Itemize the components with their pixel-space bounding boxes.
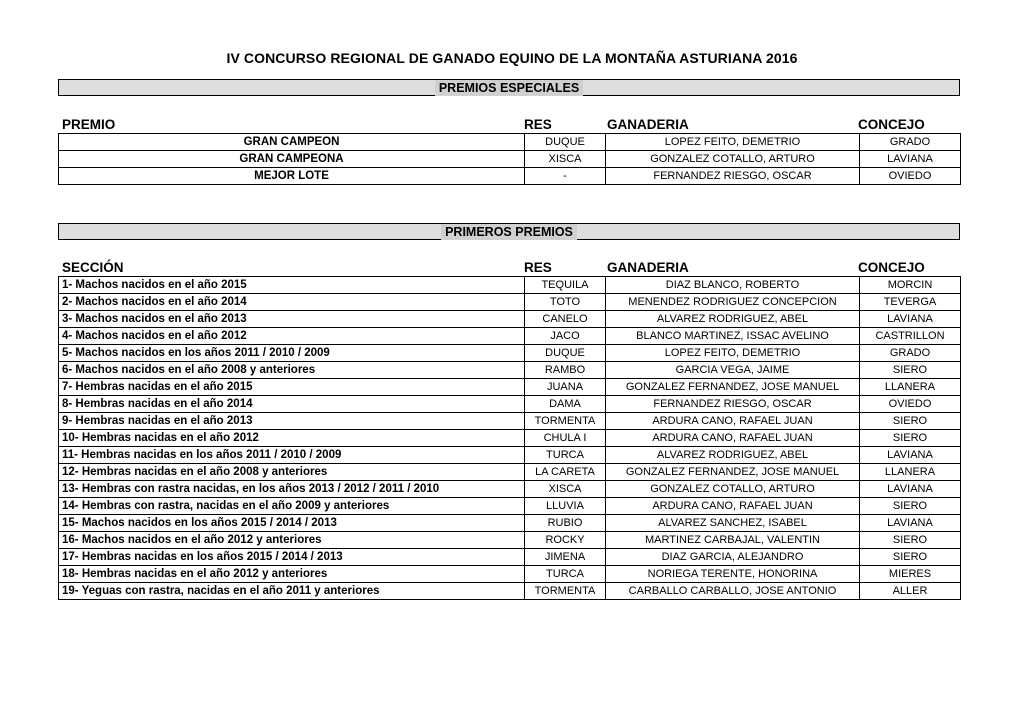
header-res-primeros: RES	[524, 260, 552, 275]
table-row	[59, 413, 961, 430]
ganaderia-cell: ALVAREZ RODRIGUEZ, ABEL	[606, 311, 860, 328]
res-cell: DAMA	[525, 396, 606, 413]
seccion-cell: 17- Hembras nacidas en los años 2015 / 2014 / 2013	[59, 549, 525, 566]
concejo-cell: OVIEDO	[860, 168, 961, 185]
res-cell: TORMENTA	[525, 583, 606, 600]
seccion-cell: 16- Machos nacidos en el año 2012 y anteriores	[59, 532, 525, 549]
table-row	[59, 464, 961, 481]
table-row	[59, 277, 961, 294]
table-row	[59, 430, 961, 447]
ganaderia-cell: ALVAREZ RODRIGUEZ, ABEL	[606, 447, 860, 464]
concejo-cell: LAVIANA	[860, 311, 961, 328]
concejo-cell: LAVIANA	[860, 447, 961, 464]
ganaderia-cell: FERNANDEZ RIESGO, OSCAR	[606, 396, 860, 413]
header-ganaderia: GANADERIA	[607, 117, 689, 132]
premio-cell: GRAN CAMPEON	[59, 134, 525, 151]
seccion-cell: 2- Machos nacidos en el año 2014	[59, 294, 525, 311]
ganaderia-cell: ARDURA CANO, RAFAEL JUAN	[606, 413, 860, 430]
ganaderia-cell: NORIEGA TERENTE, HONORINA	[606, 566, 860, 583]
header-concejo: CONCEJO	[858, 117, 925, 132]
concejo-cell: OVIEDO	[860, 396, 961, 413]
ganaderia-cell: MARTINEZ CARBAJAL, VALENTIN	[606, 532, 860, 549]
ganaderia-cell: GONZALEZ COTALLO, ARTURO	[606, 151, 860, 168]
especiales-table-body	[59, 134, 961, 185]
seccion-cell: 12- Hembras nacidas en el año 2008 y anteriores	[59, 464, 525, 481]
concejo-cell: SIERO	[860, 362, 961, 379]
primeros-banner-label: PRIMEROS PREMIOS	[441, 224, 577, 240]
especiales-banner	[58, 79, 960, 96]
seccion-cell: 8- Hembras nacidas en el año 2014	[59, 396, 525, 413]
seccion-cell: 18- Hembras nacidas en el año 2012 y anteriores	[59, 566, 525, 583]
res-cell: TOTO	[525, 294, 606, 311]
res-cell: JUANA	[525, 379, 606, 396]
ganaderia-cell: GARCIA VEGA, JAIME	[606, 362, 860, 379]
seccion-cell: 1- Machos nacidos en el año 2015	[59, 277, 525, 294]
concejo-cell: SIERO	[860, 532, 961, 549]
table-row	[59, 481, 961, 498]
concejo-cell: GRADO	[860, 134, 961, 151]
table-row	[59, 566, 961, 583]
table-row	[59, 396, 961, 413]
concejo-cell: SIERO	[860, 549, 961, 566]
table-row	[59, 134, 961, 151]
ganaderia-cell: MENENDEZ RODRIGUEZ CONCEPCION	[606, 294, 860, 311]
table-row	[59, 345, 961, 362]
primeros-table	[58, 276, 961, 600]
res-cell: RAMBO	[525, 362, 606, 379]
table-row	[59, 151, 961, 168]
seccion-cell: 6- Machos nacidos en el año 2008 y anteriores	[59, 362, 525, 379]
table-row	[59, 447, 961, 464]
table-row	[59, 328, 961, 345]
res-cell: JACO	[525, 328, 606, 345]
seccion-cell: 5- Machos nacidos en los años 2011 / 2010 / 2009	[59, 345, 525, 362]
concejo-cell: SIERO	[860, 498, 961, 515]
res-cell: TURCA	[525, 566, 606, 583]
ganaderia-cell: DIAZ BLANCO, ROBERTO	[606, 277, 860, 294]
concejo-cell: CASTRILLON	[860, 328, 961, 345]
res-cell: TORMENTA	[525, 413, 606, 430]
table-row	[59, 311, 961, 328]
table-row	[59, 498, 961, 515]
ganaderia-cell: DIAZ GARCIA, ALEJANDRO	[606, 549, 860, 566]
table-row	[59, 583, 961, 600]
especiales-table	[58, 133, 961, 185]
res-cell: CHULA I	[525, 430, 606, 447]
table-row	[59, 168, 961, 185]
concejo-cell: MIERES	[860, 566, 961, 583]
res-cell: DUQUE	[525, 134, 606, 151]
primeros-table-body	[59, 277, 961, 600]
ganaderia-cell: ARDURA CANO, RAFAEL JUAN	[606, 430, 860, 447]
res-cell: ROCKY	[525, 532, 606, 549]
res-cell: CANELO	[525, 311, 606, 328]
ganaderia-cell: LOPEZ FEITO, DEMETRIO	[606, 134, 860, 151]
ganaderia-cell: ALVAREZ SANCHEZ, ISABEL	[606, 515, 860, 532]
header-premio: PREMIO	[62, 117, 116, 132]
res-cell: JIMENA	[525, 549, 606, 566]
concejo-cell: SIERO	[860, 430, 961, 447]
concejo-cell: LAVIANA	[860, 515, 961, 532]
res-cell: XISCA	[525, 481, 606, 498]
res-cell: -	[525, 168, 606, 185]
concejo-cell: LAVIANA	[860, 151, 961, 168]
concejo-cell: MORCIN	[860, 277, 961, 294]
premio-cell: GRAN CAMPEONA	[59, 151, 525, 168]
concejo-cell: LLANERA	[860, 464, 961, 481]
res-cell: RUBIO	[525, 515, 606, 532]
seccion-cell: 9- Hembras nacidas en el año 2013	[59, 413, 525, 430]
ganaderia-cell: BLANCO MARTINEZ, ISSAC AVELINO	[606, 328, 860, 345]
res-cell: LA CARETA	[525, 464, 606, 481]
table-row	[59, 532, 961, 549]
header-res: RES	[524, 117, 552, 132]
header-concejo-primeros: CONCEJO	[858, 260, 925, 275]
seccion-cell: 3- Machos nacidos en el año 2013	[59, 311, 525, 328]
table-row	[59, 515, 961, 532]
concejo-cell: LAVIANA	[860, 481, 961, 498]
res-cell: TURCA	[525, 447, 606, 464]
ganaderia-cell: GONZALEZ FERNANDEZ, JOSE MANUEL	[606, 379, 860, 396]
table-row	[59, 362, 961, 379]
primeros-banner	[58, 223, 960, 240]
seccion-cell: 4- Machos nacidos en el año 2012	[59, 328, 525, 345]
seccion-cell: 10- Hembras nacidas en el año 2012	[59, 430, 525, 447]
table-row	[59, 549, 961, 566]
header-seccion: SECCIÓN	[62, 260, 124, 275]
seccion-cell: 19- Yeguas con rastra, nacidas en el año 2011 y anteriores	[59, 583, 525, 600]
seccion-cell: 14- Hembras con rastra, nacidas en el año 2009 y anteriores	[59, 498, 525, 515]
table-row	[59, 294, 961, 311]
concejo-cell: SIERO	[860, 413, 961, 430]
document-title: IV CONCURSO REGIONAL DE GANADO EQUINO DE LA MONTAÑA ASTURIANA 2016	[226, 50, 798, 66]
ganaderia-cell: FERNANDEZ RIESGO, OSCAR	[606, 168, 860, 185]
table-row	[59, 379, 961, 396]
concejo-cell: TEVERGA	[860, 294, 961, 311]
concejo-cell: LLANERA	[860, 379, 961, 396]
seccion-cell: 13- Hembras con rastra nacidas, en los años 2013 / 2012 / 2011 / 2010	[59, 481, 525, 498]
header-ganaderia-primeros: GANADERIA	[607, 260, 689, 275]
ganaderia-cell: CARBALLO CARBALLO, JOSE ANTONIO	[606, 583, 860, 600]
res-cell: TEQUILA	[525, 277, 606, 294]
res-cell: LLUVIA	[525, 498, 606, 515]
especiales-banner-label: PREMIOS ESPECIALES	[435, 80, 583, 96]
concejo-cell: ALLER	[860, 583, 961, 600]
premio-cell: MEJOR LOTE	[59, 168, 525, 185]
ganaderia-cell: LOPEZ FEITO, DEMETRIO	[606, 345, 860, 362]
res-cell: XISCA	[525, 151, 606, 168]
ganaderia-cell: GONZALEZ FERNANDEZ, JOSE MANUEL	[606, 464, 860, 481]
ganaderia-cell: GONZALEZ COTALLO, ARTURO	[606, 481, 860, 498]
res-cell: DUQUE	[525, 345, 606, 362]
concejo-cell: GRADO	[860, 345, 961, 362]
seccion-cell: 15- Machos nacidos en los años 2015 / 2014 / 2013	[59, 515, 525, 532]
seccion-cell: 7- Hembras nacidas en el año 2015	[59, 379, 525, 396]
ganaderia-cell: ARDURA CANO, RAFAEL JUAN	[606, 498, 860, 515]
seccion-cell: 11- Hembras nacidas en los años 2011 / 2010 / 2009	[59, 447, 525, 464]
